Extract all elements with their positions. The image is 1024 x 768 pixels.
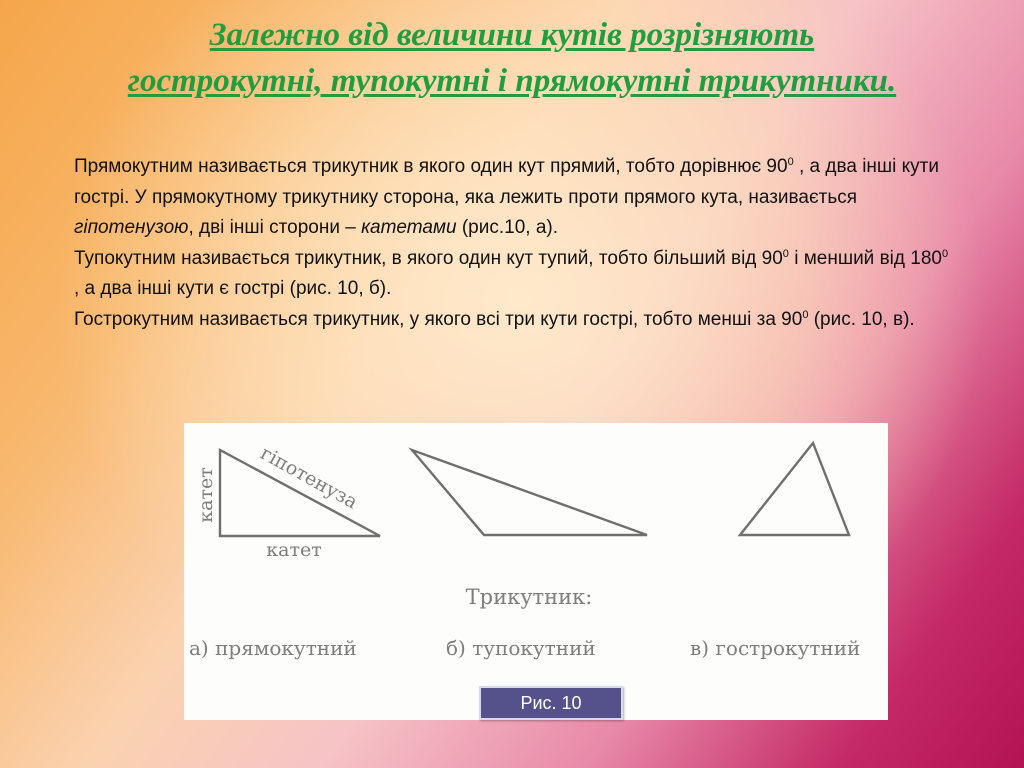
acute-triangle-shape — [740, 443, 849, 535]
label-leg-horizontal: катет — [266, 539, 322, 561]
caption-right: а) прямокутний — [189, 636, 357, 660]
paragraph-obtuse-triangle: Тупокутним називається трикутник, в якого один кут тупий, тобто більший від $90^0$ і менший від $180^0$ , а два інші кути є гострі (рис. 10, б). — [74, 247, 949, 299]
obtuse-triangle-shape — [412, 450, 647, 535]
figure-caption-button[interactable]: Рис. 10 — [479, 686, 623, 720]
paragraph-acute-triangle: Гострокутним називається трикутник, у якого всі три кути гострі, тобто менші за $90^0$ (рис. 10, в). — [74, 308, 915, 330]
body-text — [74, 152, 954, 335]
term-legs: катетами — [361, 217, 457, 238]
caption-obtuse: б) тупокутний — [446, 636, 596, 660]
caption-acute: в) гострокутний — [690, 636, 861, 660]
triangles-svg — [184, 423, 888, 720]
paragraph-right-triangle: Прямокутним називається трикутник в якого один кут прямий, тобто дорівнює $90^0$ , а два інші кути гострі. У прямокутному трикутнику сторона, яка лежить проти прямого кута, називається гіпотенузою, дві інші сторони – катетами (рис.10, а). — [74, 156, 939, 238]
term-hypotenuse: гіпотенузою — [74, 217, 189, 238]
triangles-figure — [184, 423, 888, 720]
label-hypotenuse: гіпотенуза — [256, 442, 362, 514]
label-leg-vertical: катет — [195, 467, 217, 523]
figure-heading: Трикутник: — [465, 585, 593, 609]
slide-title: Залежно від величини кутів розрізняють гострокутні, тупокутні і прямокутні трикутники. — [127, 17, 897, 99]
